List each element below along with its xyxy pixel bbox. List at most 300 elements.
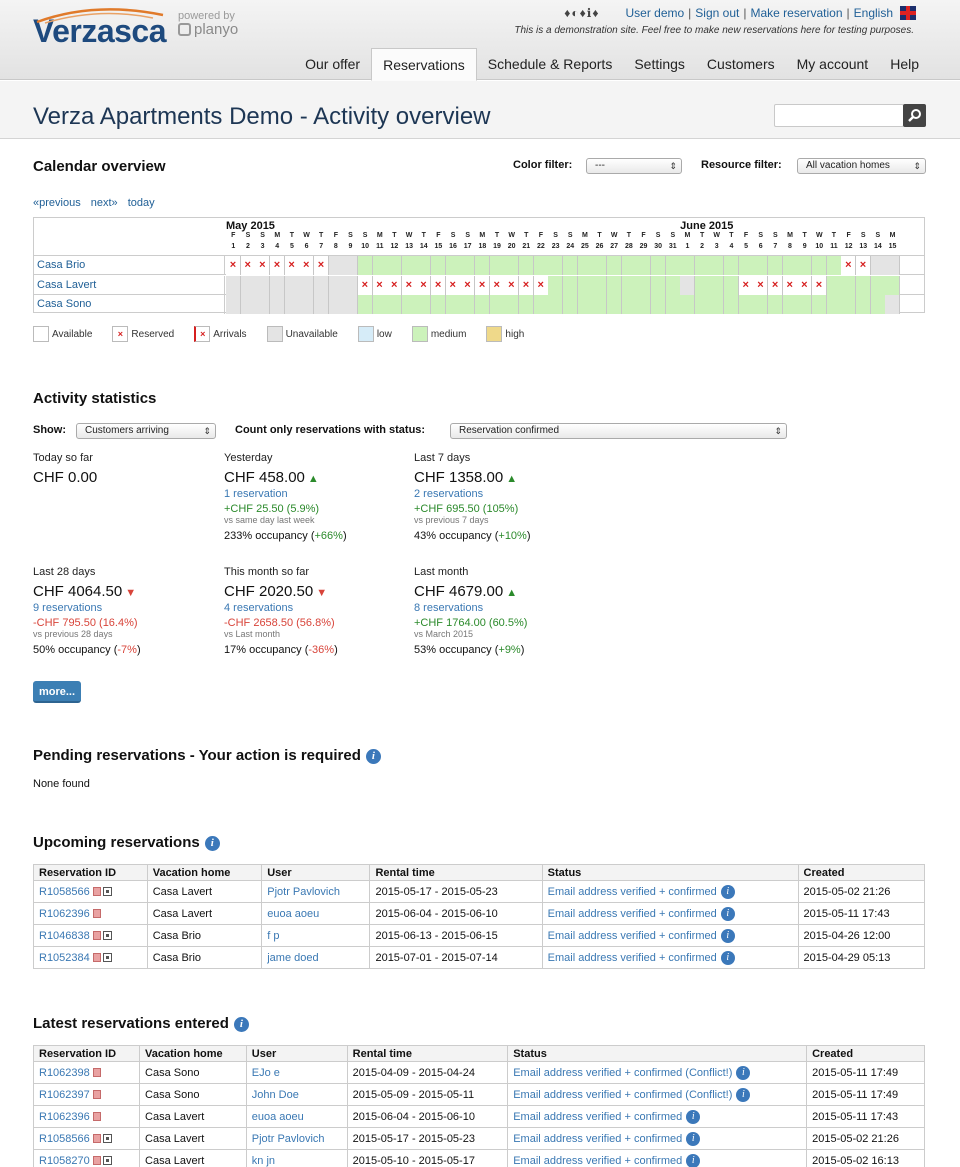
calendar-cell[interactable] [871,295,886,314]
calendar-cell[interactable] [460,295,475,314]
calendar-weekday: S [860,232,866,239]
status-cell [508,1062,807,1084]
status-link[interactable]: Email address verified + confirmed (Conflict!) [513,1088,733,1101]
stat-card [414,566,594,656]
reserved-cell[interactable]: × [314,256,329,275]
status-link[interactable]: Email address verified + confirmed [513,1132,683,1145]
stat-occupancy [414,530,594,542]
user-link[interactable]: euoa aoeu [251,1110,304,1123]
reserved-cell[interactable]: × [753,276,768,295]
calendar-cell[interactable] [783,295,798,314]
calendar-day-number: 20 [507,243,516,250]
pending-empty-message: None found [33,778,90,790]
reservation-id-link[interactable]: R1058270 [39,1154,90,1167]
nav-settings[interactable]: Settings [634,56,685,72]
calendar-resource-link[interactable]: Casa Brio [34,256,225,275]
search-input[interactable] [774,104,904,127]
calendar-today-link[interactable]: today [127,197,155,209]
calendar-previous-link[interactable]: «previous [33,197,81,209]
nav-our-offer[interactable]: Our offer [305,56,361,72]
reservation-id-link[interactable]: R1062396 [39,1110,90,1123]
calendar-cell[interactable] [548,295,563,314]
user-cell [246,1150,347,1167]
calendar-cell[interactable] [841,295,856,314]
user-link[interactable]: Pjotr Pavlovich [267,885,340,898]
language-link[interactable]: English [853,6,893,20]
calendar-cell[interactable] [578,256,593,275]
calendar-cell[interactable] [519,295,534,314]
calendar-cell[interactable] [255,276,270,295]
calendar-cell[interactable] [812,295,827,314]
calendar-cell[interactable] [504,295,519,314]
reservation-details-icon[interactable] [103,953,112,962]
info-icon[interactable]: i [736,1088,750,1102]
reserved-cell[interactable]: × [534,276,549,295]
status-link[interactable]: Email address verified + confirmed [513,1154,683,1167]
reservation-note-icon[interactable] [93,1090,101,1099]
calendar-cell[interactable] [753,295,768,314]
stat-compare-label: vs March 2015 [414,629,474,639]
reservation-details-icon[interactable] [103,931,112,940]
calendar-cell[interactable] [768,295,783,314]
calendar-weekday: S [465,232,471,239]
calendar-cell[interactable] [592,256,607,275]
reservation-details-icon[interactable] [103,1134,112,1143]
reserved-cell[interactable]: × [241,256,256,275]
calendar-cell[interactable] [460,256,475,275]
calendar-cell[interactable] [636,276,651,295]
stat-reservations-link[interactable]: 2 reservations [414,488,484,500]
stat-occupancy-text: 53% occupancy ( [414,644,499,656]
calendar-cell[interactable] [270,276,285,295]
user-cell [262,947,370,969]
rental-time-cell: 2015-05-17 - 2015-05-23 [347,1128,508,1150]
reservation-note-icon[interactable] [93,953,101,962]
calendar-day-number: 4 [729,243,734,250]
calendar-cell[interactable] [695,276,710,295]
vacation-home-cell: Casa Brio [147,947,262,969]
calendar-weekday: M [479,232,486,239]
calendar-cell[interactable] [343,256,358,275]
stat-amount [414,583,594,600]
calendar-cell[interactable] [431,256,446,275]
user-link[interactable]: John Doe [251,1088,299,1101]
reserved-cell[interactable]: × [270,256,285,275]
calendar-weekday: T [392,232,397,239]
calendar-cell[interactable] [402,256,417,275]
user-link[interactable]: f p [267,929,280,942]
calendar-day-number: 16 [449,243,457,250]
calendar-resource-link[interactable]: Casa Sono [34,295,225,314]
calendar-cell[interactable] [241,295,256,314]
search-button[interactable] [903,104,926,127]
reserved-cell[interactable]: × [387,276,402,295]
reservation-note-icon[interactable] [93,931,101,940]
calendar-cell[interactable] [827,295,842,314]
calendar-cell[interactable] [680,256,695,275]
calendar-cell[interactable] [402,295,417,314]
calendar-weekday: S [362,232,368,239]
user-link[interactable]: euoa aoeu [267,907,320,920]
status-link[interactable]: Email address verified + confirmed [547,907,717,920]
calendar-cell[interactable] [724,256,739,275]
calendar-cell[interactable] [358,295,373,314]
legend-item-available [33,326,92,342]
info-icon[interactable]: i [686,1154,700,1167]
stat-change: +CHF 1764.00 (60.5%) [414,617,528,629]
accessibility-icons[interactable]: ♦◐♦ℹ♦ [564,6,600,20]
nav-customers[interactable]: Customers [706,56,775,72]
calendar-cell[interactable] [651,276,666,295]
info-icon[interactable]: i [686,1110,700,1124]
reserved-cell[interactable]: × [226,256,241,275]
reserved-cell[interactable]: × [460,276,475,295]
calendar-cell[interactable] [827,256,842,275]
nav-help[interactable]: Help [890,56,919,72]
reserved-cell[interactable]: × [255,256,270,275]
calendar-cell[interactable] [504,256,519,275]
calendar-day-number: 5 [289,243,294,250]
calendar-cell[interactable] [666,295,681,314]
calendar-title: Calendar overview [33,158,166,175]
calendar-cell[interactable] [797,256,812,275]
stat-occupancy-change: +9% [498,644,521,656]
calendar-cell[interactable] [343,276,358,295]
calendar-cell[interactable] [299,276,314,295]
calendar-cell[interactable] [680,295,695,314]
powered-by-label: powered by [178,10,235,22]
status-link[interactable]: Email address verified + confirmed [547,951,717,964]
calendar-cell[interactable] [592,295,607,314]
calendar-cell[interactable] [841,276,856,295]
latest-reservations-title [33,1015,249,1032]
uk-flag-icon[interactable] [900,6,916,20]
stat-reservations-link[interactable]: 1 reservation [224,488,288,500]
verzasca-logo[interactable] [33,5,166,50]
calendar-cell[interactable] [446,256,461,275]
calendar-cell[interactable] [519,256,534,275]
info-icon[interactable]: i [721,929,735,943]
calendar-cell[interactable] [592,276,607,295]
info-icon[interactable]: i [366,749,381,764]
status-filter-select[interactable] [450,423,787,439]
calendar-cell[interactable] [636,256,651,275]
title-bar [0,81,960,139]
calendar-cell[interactable] [416,256,431,275]
calendar-cell[interactable] [285,295,300,314]
reservation-id-link[interactable]: R1058566 [39,885,90,898]
reservation-note-icon[interactable] [93,887,101,896]
calendar-cell[interactable] [856,295,871,314]
calendar-cell[interactable] [578,295,593,314]
calendar-cell[interactable] [490,256,505,275]
info-icon[interactable]: i [721,951,735,965]
calendar-cell[interactable] [563,276,578,295]
calendar-weekday: T [802,232,807,239]
calendar-cell[interactable] [534,295,549,314]
calendar-cell[interactable] [548,256,563,275]
calendar-cell[interactable] [563,256,578,275]
reserved-cell[interactable]: × [783,276,798,295]
page-title: Verza Apartments Demo - Activity overview [33,103,491,130]
reservation-id-link[interactable]: R1058566 [39,1132,90,1145]
reservation-id-cell [34,881,148,903]
user-cell [262,881,370,903]
reserved-cell[interactable]: × [490,276,505,295]
reservation-note-icon[interactable] [93,1112,101,1121]
calendar-cell[interactable] [607,295,622,314]
calendar-cell[interactable] [431,295,446,314]
user-link[interactable]: User demo [625,6,685,20]
calendar-day-number: 2 [245,243,250,250]
upcoming-reservations-table [33,864,925,969]
reservation-id-link[interactable]: R1062397 [39,1088,90,1101]
calendar-cell[interactable] [783,256,798,275]
reserved-cell[interactable]: × [431,276,446,295]
calendar-cell[interactable] [724,295,739,314]
user-cell [246,1062,347,1084]
calendar-day-number: 10 [361,243,370,250]
info-icon[interactable]: i [721,907,735,921]
calendar-cell[interactable] [856,276,871,295]
created-cell: 2015-05-02 21:26 [807,1128,925,1150]
calendar-cell[interactable] [373,295,388,314]
status-link[interactable]: Email address verified + confirmed [547,929,717,942]
calendar-cell[interactable] [666,276,681,295]
reservation-details-icon[interactable] [103,1156,112,1165]
calendar-cell[interactable] [709,256,724,275]
stat-amount-value: CHF 4679.00 [414,583,504,600]
info-icon[interactable]: i [736,1066,750,1080]
calendar-weekday: F [846,232,851,239]
calendar-cell[interactable] [534,256,549,275]
status-cell [542,903,798,925]
stat-reservations-link[interactable]: 9 reservations [33,602,103,614]
calendar-weekday: M [274,232,281,239]
calendar-cell[interactable] [299,295,314,314]
trend-up-icon: ▲ [304,473,319,485]
calendar-cell[interactable] [373,256,388,275]
calendar-weekday: M [889,232,896,239]
calendar-cell[interactable] [622,256,637,275]
calendar-day-number: 28 [624,243,633,250]
reserved-cell[interactable]: × [285,256,300,275]
stat-period-label: This month so far [224,566,309,578]
calendar-day-number: 25 [580,243,589,250]
user-link[interactable]: jame doed [267,951,319,964]
reserved-cell[interactable]: × [373,276,388,295]
calendar-cell[interactable] [358,256,373,275]
calendar-cell[interactable] [387,256,402,275]
calendar-cell[interactable] [622,276,637,295]
color-filter-select[interactable] [586,158,682,174]
calendar-weekday: W [713,232,721,239]
reserved-cell[interactable]: × [446,276,461,295]
calendar-cell[interactable] [871,256,886,275]
reserved-cell[interactable]: × [504,276,519,295]
calendar-cell[interactable] [314,295,329,314]
more-button[interactable]: more... [33,681,81,703]
make-reservation-link[interactable]: Make reservation [750,6,843,20]
reserved-cell[interactable]: × [841,256,856,275]
calendar-cell[interactable] [651,295,666,314]
reservation-details-icon[interactable] [103,887,112,896]
user-cell [262,925,370,947]
info-icon[interactable]: i [234,1017,249,1032]
planyo-brand[interactable] [178,23,238,36]
info-icon[interactable]: i [205,836,220,851]
calendar-cell[interactable] [695,295,710,314]
calendar-cell[interactable] [475,295,490,314]
calendar-cell[interactable] [329,276,344,295]
stat-amount [224,469,404,486]
reservation-note-icon[interactable] [93,1068,101,1077]
reserved-cell[interactable]: × [768,276,783,295]
reservation-note-icon[interactable] [93,1156,101,1165]
stat-card [224,566,404,656]
reservation-id-link[interactable]: R1062396 [39,907,90,920]
column-header: User [246,1046,347,1062]
calendar-month-label: June 2015 [680,220,734,232]
calendar-cell[interactable] [607,256,622,275]
calendar-cell[interactable] [680,276,695,295]
stat-occupancy-text: 17% occupancy ( [224,644,309,656]
calendar-cell[interactable] [695,256,710,275]
calendar-cell[interactable] [241,276,256,295]
calendar-cell[interactable] [578,276,593,295]
calendar-cell[interactable] [885,295,900,314]
calendar-cell[interactable] [724,276,739,295]
calendar-weekday: S [773,232,778,239]
stat-reservations-link[interactable]: 8 reservations [414,602,484,614]
calendar-cell[interactable] [768,256,783,275]
reserved-cell[interactable]: × [299,256,314,275]
calendar-cell[interactable] [548,276,563,295]
stat-period-label: Yesterday [224,452,273,464]
calendar-cell[interactable] [255,295,270,314]
calendar-cell[interactable] [871,276,886,295]
calendar-cell[interactable] [475,256,490,275]
user-link[interactable]: kn jn [251,1154,276,1167]
nav-my-account[interactable]: My account [796,56,869,72]
calendar-cell[interactable] [622,295,637,314]
calendar-cell[interactable] [314,276,329,295]
calendar-cell[interactable] [226,295,241,314]
sign-out-link[interactable]: Sign out [695,6,740,20]
calendar-weekday: M [581,232,588,239]
legend-label: low [376,328,392,340]
reserved-cell[interactable]: × [856,256,871,275]
calendar-cell[interactable] [812,256,827,275]
calendar-cell[interactable] [607,276,622,295]
reserved-cell[interactable]: × [475,276,490,295]
calendar-grid [33,217,925,313]
calendar-cell[interactable] [753,256,768,275]
resource-filter-select[interactable] [797,158,926,174]
calendar-cell[interactable] [651,256,666,275]
calendar-cell[interactable] [827,276,842,295]
reservation-id-cell [34,947,148,969]
calendar-cell[interactable] [885,276,900,295]
reservation-note-icon[interactable] [93,1134,101,1143]
status-cell [542,947,798,969]
status-cell [508,1128,807,1150]
status-link[interactable]: Email address verified + confirmed [513,1110,683,1123]
calendar-cell[interactable] [739,256,754,275]
calendar-cell[interactable] [226,276,241,295]
calendar-cell[interactable] [329,295,344,314]
user-link[interactable]: Pjotr Pavlovich [251,1132,325,1145]
trend-up-icon: ▲ [503,473,518,485]
calendar-cell[interactable] [797,295,812,314]
status-link[interactable]: Email address verified + confirmed (Conflict!) [513,1066,733,1079]
column-header: Created [807,1046,925,1062]
reservation-id-link[interactable]: R1046838 [39,929,90,942]
calendar-cell[interactable] [343,295,358,314]
stat-occupancy-change: -36% [308,644,335,656]
planyo-brand-text: planyo [194,21,239,38]
calendar-day-number: 2 [700,243,705,250]
calendar-cell[interactable] [739,295,754,314]
reserved-cell[interactable]: × [358,276,373,295]
calendar-cell[interactable] [563,295,578,314]
reservation-note-icon[interactable] [93,909,101,918]
reserved-cell[interactable]: × [812,276,827,295]
calendar-cell[interactable] [709,295,724,314]
calendar-cell[interactable] [387,295,402,314]
calendar-day-number: 22 [537,243,545,250]
column-header: Rental time [347,1046,508,1062]
nav-schedule-reports[interactable]: Schedule & Reports [487,56,613,72]
show-select[interactable] [76,423,216,439]
calendar-cell[interactable] [270,295,285,314]
calendar-cell[interactable] [885,256,900,275]
info-icon[interactable]: i [686,1132,700,1146]
calendar-day-number: 10 [815,243,824,250]
calendar-resource-link[interactable]: Casa Lavert [34,276,225,295]
reservation-id-link[interactable]: R1052384 [39,951,90,964]
stat-reservations-link[interactable]: 4 reservations [224,602,294,614]
table-header-row [34,865,925,881]
legend-label: Available [52,328,93,340]
reserved-cell[interactable]: × [416,276,431,295]
calendar-cell[interactable] [446,295,461,314]
calendar-cell[interactable] [490,295,505,314]
nav-reservations[interactable]: Reservations [371,48,477,81]
reserved-cell[interactable]: × [739,276,754,295]
info-icon[interactable]: i [721,885,735,899]
reserved-cell[interactable]: × [797,276,812,295]
stat-occupancy-close: ) [136,644,141,656]
calendar-cell[interactable] [329,256,344,275]
calendar-next-link[interactable]: next» [90,197,118,209]
reserved-cell[interactable]: × [519,276,534,295]
calendar-day-number: 18 [478,243,487,250]
activity-statistics-title: Activity statistics [33,390,157,407]
calendar-cell[interactable] [416,295,431,314]
calendar-cell[interactable] [285,276,300,295]
status-link[interactable]: Email address verified + confirmed [547,885,717,898]
stat-change: +CHF 25.50 (5.9%) [224,503,320,515]
reservation-id-link[interactable]: R1062398 [39,1066,90,1079]
calendar-cell[interactable] [636,295,651,314]
column-header: User [262,865,370,881]
calendar-cell[interactable] [666,256,681,275]
calendar-weekday: S [245,232,251,239]
reserved-cell[interactable]: × [402,276,417,295]
calendar-cell[interactable] [709,276,724,295]
user-link[interactable]: EJo e [251,1066,280,1079]
